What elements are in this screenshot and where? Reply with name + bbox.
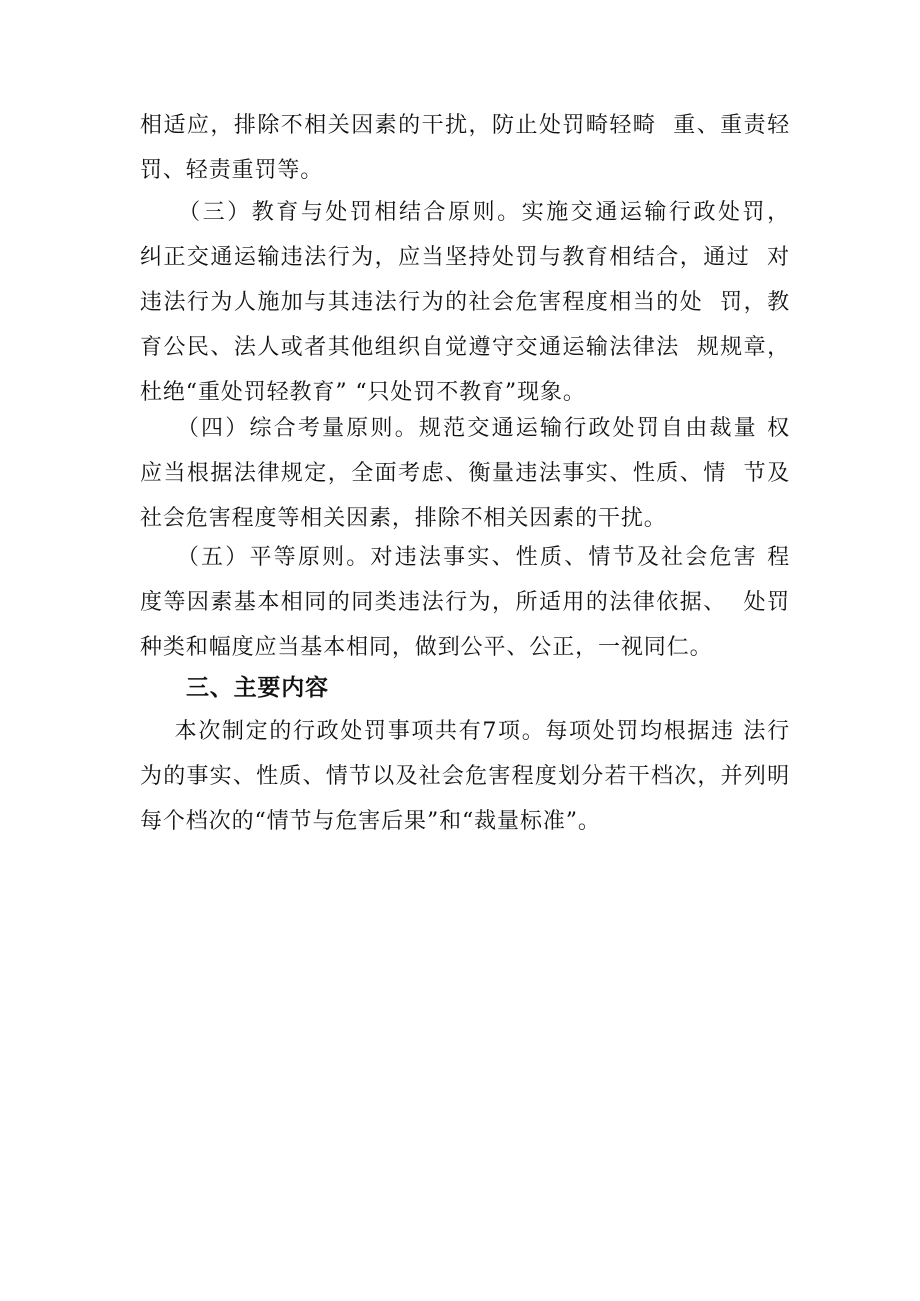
text-line: 违法行为人施加与其违法行为的社会危害程度相当的处 罚，教	[140, 290, 790, 315]
text-line: 每个档次的“情节与危害后果”和“裁量标准”。	[140, 809, 601, 834]
text-line: （三）教育与处罚相结合原则。实施交通运输行政处罚，	[140, 200, 790, 225]
text-line: （五）平等原则。对违法事实、性质、情节及社会危害 程	[140, 545, 790, 570]
text-line: （四）综合考量原则。规范交通运输行政处罚自由裁量 权	[140, 416, 790, 441]
text-line: 杜绝“重处罚轻教育” “只处罚不教育”现象。	[140, 380, 586, 405]
section-heading: 三、主要内容	[186, 675, 329, 701]
text-line: 相适应，排除不相关因素的干扰，防止处罚畸轻畸 重、重责轻	[140, 113, 790, 138]
text-line: 应当根据法律规定，全面考虑、衡量违法事实、性质、情 节及	[140, 461, 790, 486]
paragraph-comprehensive-principle	[140, 406, 790, 541]
paragraph-education-principle	[140, 190, 790, 415]
text-line: 纠正交通运输违法行为，应当坚持处罚与教育相结合，通过 对	[140, 245, 790, 270]
text-line: 本次制定的行政处罚事项共有7项。每项处罚均根据违 法行	[140, 719, 790, 744]
text-line: 种类和幅度应当基本相同，做到公平、公正，一视同仁。	[140, 635, 713, 660]
text-line: 为的事实、性质、情节以及社会危害程度划分若干档次，并列明	[140, 764, 790, 789]
paragraph-continued	[140, 103, 790, 193]
paragraph-main-content	[140, 709, 790, 844]
paragraph-equality-principle	[140, 535, 790, 670]
text-line: 社会危害程度等相关因素，排除不相关因素的干扰。	[140, 506, 667, 531]
text-line: 育公民、法人或者其他组织自觉遵守交通运输法律法 规规章，	[140, 335, 790, 360]
text-line: 度等因素基本相同的同类违法行为，所适用的法律依据、 处罚	[140, 590, 790, 615]
text-line: 罚、轻责重罚等。	[140, 158, 324, 183]
